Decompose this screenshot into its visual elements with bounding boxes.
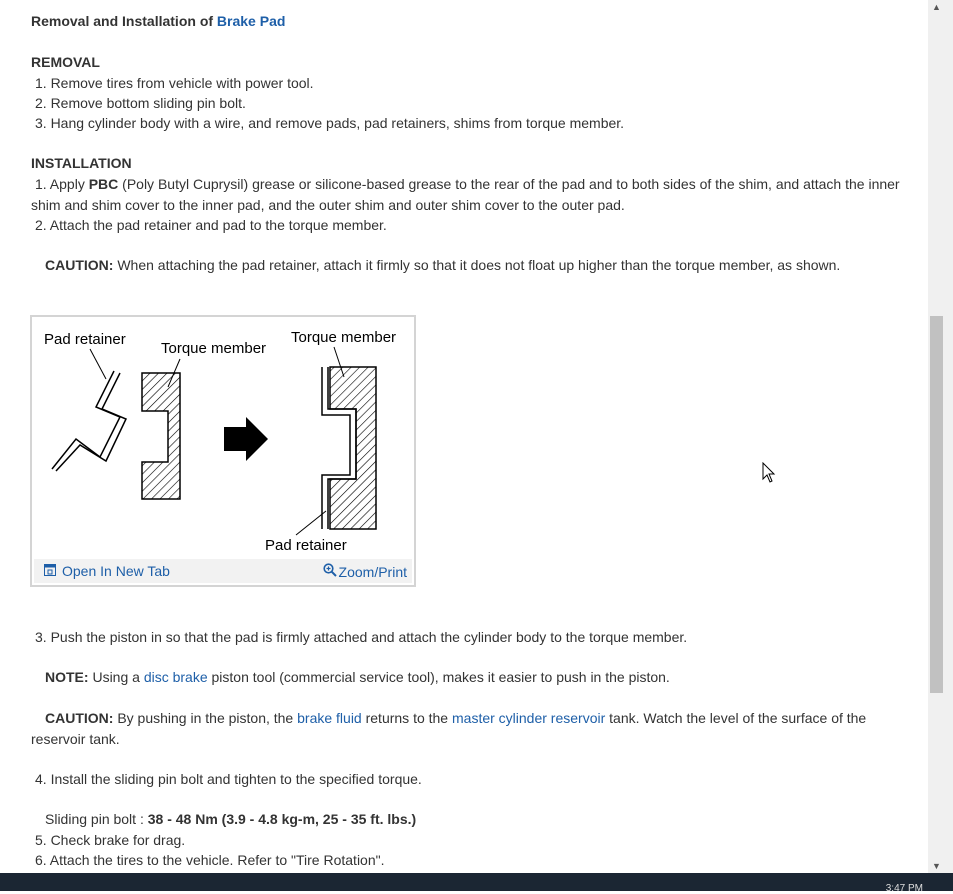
brake-fluid-link[interactable]: brake fluid [297, 710, 362, 726]
taskbar-clock: 3:47 PM [885, 883, 923, 894]
installation-step-6: 6. Attach the tires to the vehicle. Refer to "Tire Rotation". [35, 852, 385, 868]
title-text: Removal and Installation of [31, 13, 217, 29]
caution-text-post: tank. Watch the level of the surface of the [605, 710, 867, 726]
disc-brake-link[interactable]: disc brake [143, 669, 208, 685]
caution-1 [45, 255, 840, 275]
caution-text-mid: returns to the [361, 710, 452, 726]
diagram-image [34, 319, 412, 561]
removal-step-1: 1. Remove tires from vehicle with power tool. [35, 75, 314, 91]
master-cylinder-reservoir-link[interactable]: master cylinder reservoir [452, 710, 606, 726]
installation-step-1-cont: shim and shim cover to the inner pad, and the outer shim and outer shim cover to the outer pad. [31, 197, 625, 213]
open-new-tab-button[interactable] [44, 563, 170, 579]
figure-toolbar [34, 559, 412, 583]
label-pad-retainer-right: Pad retainer [265, 537, 347, 554]
note-text-post: piston tool (commercial service tool), makes it easier to push in the piston. [207, 669, 670, 685]
note-text-pre: Using a [88, 669, 144, 685]
note [45, 667, 670, 687]
mouse-cursor-icon [762, 462, 776, 487]
torque-spec [45, 809, 416, 829]
brake-pad-link[interactable]: Brake Pad [216, 13, 286, 29]
torque-value: 38 - 48 Nm (3.9 - 4.8 kg-m, 25 - 35 ft. lbs.) [147, 811, 417, 827]
torque-member-right [330, 367, 376, 529]
zoom-print-label: Zoom/Print [338, 564, 407, 580]
installation-step-5: 5. Check brake for drag. [35, 832, 186, 848]
installation-heading: INSTALLATION [31, 155, 132, 171]
zoom-print-button[interactable] [323, 563, 407, 580]
installation-step-2: 2. Attach the pad retainer and pad to the torque member. [35, 217, 387, 233]
pbc-bold: PBC [88, 176, 119, 192]
torque-member-left [142, 373, 180, 499]
step1-prefix: 1. Apply [35, 176, 89, 192]
open-new-tab-icon [44, 563, 56, 579]
caution-label: CAUTION: [45, 710, 114, 726]
installation-step-4: 4. Install the sliding pin bolt and tighten to the specified torque. [35, 771, 422, 787]
scroll-down-icon[interactable]: ▼ [932, 861, 941, 871]
arrow-icon [224, 417, 268, 461]
installation-step-1 [35, 174, 900, 194]
pad-retainer-diagram [34, 319, 414, 561]
caution-text: When attaching the pad retainer, attach it firmly so that it does not float up higher than the torque member, as shown. [113, 257, 841, 273]
scroll-up-icon[interactable]: ▲ [932, 2, 941, 12]
step1-text-a: (Poly Butyl Cuprysil) grease or silicone-based grease to the rear of the pad and to both sides of the shim, and attach the inner [118, 176, 900, 192]
torque-label: Sliding pin bolt : [45, 811, 148, 827]
pad-retainer-shape-left-inner [56, 373, 126, 471]
caution-2-cont: reservoir tank. [31, 731, 120, 747]
label-pad-retainer-left: Pad retainer [44, 331, 126, 348]
removal-heading: REMOVAL [31, 54, 100, 70]
removal-step-3: 3. Hang cylinder body with a wire, and remove pads, pad retainers, shims from torque member. [35, 115, 625, 131]
zoom-icon [323, 563, 337, 580]
note-label: NOTE: [45, 669, 89, 685]
open-new-tab-label: Open In New Tab [62, 563, 170, 579]
label-torque-member-left: Torque member [161, 340, 267, 357]
installation-step-3: 3. Push the piston in so that the pad is firmly attached and attach the cylinder body to the torque member. [35, 629, 688, 645]
removal-step-2: 2. Remove bottom sliding pin bolt. [35, 95, 246, 111]
page-title [31, 11, 285, 31]
caution-text-pre: By pushing in the piston, the [113, 710, 298, 726]
taskbar [0, 873, 953, 894]
caution-2 [45, 708, 866, 728]
vertical-scrollbar[interactable] [928, 0, 953, 873]
caution-label: CAUTION: [45, 257, 114, 273]
diagram-figure [30, 315, 416, 587]
leader-line [90, 349, 106, 379]
label-torque-member-right: Torque member [291, 329, 397, 346]
scrollbar-thumb[interactable] [930, 316, 943, 693]
